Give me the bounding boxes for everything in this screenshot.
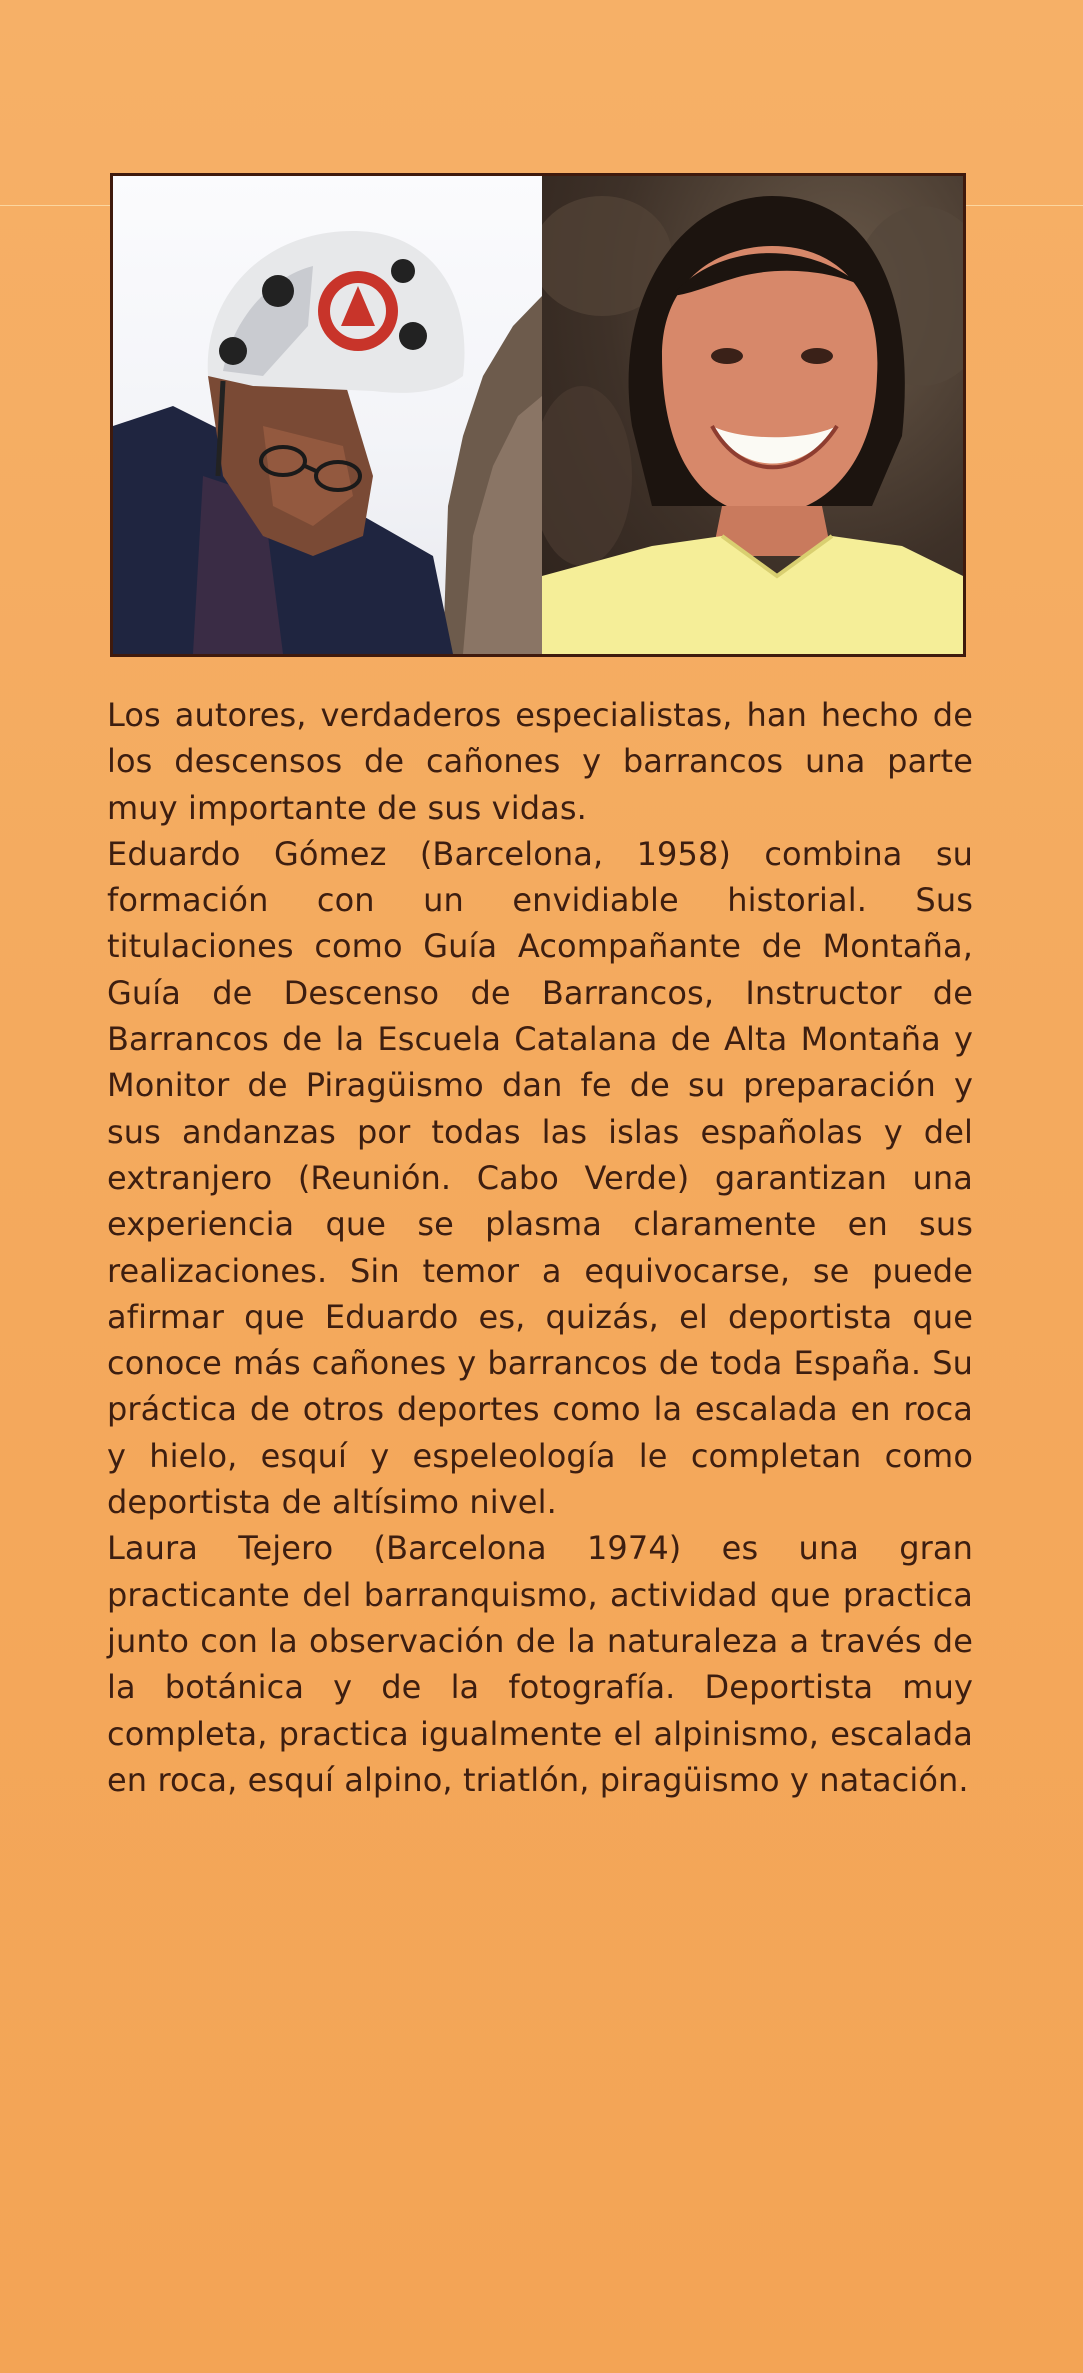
smiling-woman-photo: [542, 176, 963, 654]
bio-paragraph-eduardo: Eduardo Gómez (Barcelona, 1958) combina su formación con un envidiable historial. Sus titulaciones como Guía Acompañante de Montaña, Guía de Descenso de Barrancos, Instructor de Barrancos de la Escuela Catalana de Alta Montaña y Monitor de Piragüismo dan fe de su preparación y sus andanzas por todas las islas españolas y del extranjero (Reunión. Cabo Verde) garantizan una experiencia que se plasma claramente en sus realizaciones. Sin temor a equivocarse, se puede afirmar que Eduardo es, quizás, el deportista que conoce más cañones y barrancos de toda España. Su práctica de otros deportes como la escalada en roca y hielo, esquí y espeleología le completan como deportista de altísimo nivel.: [107, 834, 973, 1522]
author-photos: [110, 173, 966, 657]
bio-paragraph-intro: Los autores, verdaderos especialistas, han hecho de los descensos de cañones y barrancos una parte muy importante de sus vidas.: [107, 696, 973, 827]
climber-with-helmet-photo: [113, 176, 542, 654]
authors-biography: [107, 692, 973, 1803]
bio-paragraph-laura: Laura Tejero (Barcelona 1974) es una gran practicante del barranquismo, actividad que practica junto con la observación de la naturaleza a través de la botánica y de la fotografía. Deportista muy completa, practica igualmente el alpinismo, escalada en roca, esquí alpino, triatlón, piragüismo y natación.: [107, 1529, 973, 1799]
